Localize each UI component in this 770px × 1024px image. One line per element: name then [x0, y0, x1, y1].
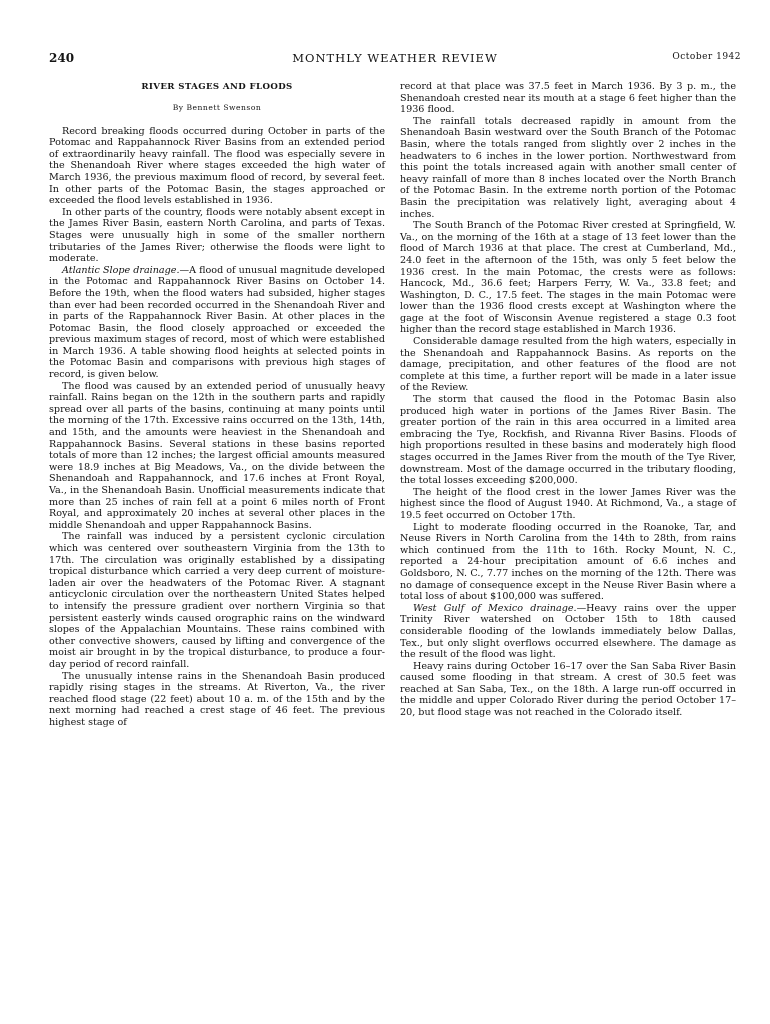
paragraph: Heavy rains during October 16–17 over the San Saba River Basin caused some flooding in that stream. A crest of 30.5 feet was reached at San Saba, Tex., on the 18th. A large run-off occurred in the middle and upper Colorado River during the period October 17–20, but flood stage was not reached in the Colorado itself.: [400, 660, 736, 719]
paragraph: record at that place was 37.5 feet in March 1936. By 3 p. m., the Shenandoah crested near its mouth at a stage 6 feet higher than the 1936 flood.: [400, 81, 736, 116]
paragraph: The unusually intense rains in the Shenandoah Basin produced rapidly rising stages in the streams. At Riverton, Va., the river reached flood stage (22 feet) about 10 a. m. of the 15th and by the next morning had reached a crest stage of 46 feet. The previous highest stage of: [49, 670, 385, 728]
paragraph: [49, 265, 385, 381]
paragraph: [400, 603, 736, 661]
paragraph-body: —Heavy rains over the upper Trinity River watershed on October 15th to 18th caused considerable flooding of the lowlands immediately below Dallas, Tex., but only slight overflows occurred elsewhere. The damage as the result of the flood was light.: [400, 602, 736, 661]
paragraph: The South Branch of the Potomac River crested at Springfield, W. Va., on the morning of the 16th at a stage of 13 feet lower than the flood of March 1936 at that place. The crest at Cumberland, Md., 24.0 feet in the afternoon of the 15th, was only 5 feet below the 1936 crest. In the main Potomac, the crests were as follows: Hancock, Md., 36.6 feet; Harpers Ferry, W. Va., 33.8 feet; and Washington, D. C., 17.5 feet. The stages in the main Potomac were lower than the 1936 flood crests except at Washington where the gage at the foot of Wisconsin Avenue registered a stage 0.3 foot higher than the record stage established in March 1936.: [400, 220, 736, 336]
paragraph: The rainfall totals decreased rapidly in amount from the Shenandoah Basin westward over the South Branch of the Potomac Basin, where the totals ranged from slightly over 2 inches in the headwaters to 6 inches in the lower portion. Northwestward from this point the totals increased again with another small center of heavy rainfall of more than 8 inches located over the North Branch of the Potomac Basin. In the extreme north portion of the Potomac Basin the precipitation was relatively light, averaging about 4 inches.: [400, 115, 736, 220]
paragraph: Considerable damage resulted from the high waters, especially in the Shenandoah and Rappahannock Basins. As reports on the damage, precipitation, and other features of the flood are not complete at this time, a further report will be made in a later issue of the Review.: [400, 336, 736, 394]
page-number: 240: [49, 51, 75, 65]
paragraph: The storm that caused the flood in the Potomac Basin also produced high water in portions of the James River Basin. The greater portion of the rain in this area occurred in a limited area embracing the Tye, Rockfish, and Rivanna River Basins. Floods of high proportions resulted in these basins and moderately high flood stages occurred in the James River from the mouth of the Tye River, downstream. Most of the damage occurred in the tributary flooding, the total losses exceeding $200,000.: [400, 394, 736, 487]
page-header: [49, 51, 741, 65]
section-heading: West Gulf of Mexico drainage.: [413, 602, 577, 614]
paragraph: Record breaking floods occurred during October in parts of the Potomac and Rappahannock River Basins from an extended period of extraordinarily heavy rainfall. The flood was especially severe in the Shenandoah River where stages exceeded the high water of March 1936, the previous maximum flood of record, by several feet. In other parts of the Potomac Basin, the stages approached or exceeded the flood levels established in 1936.: [49, 125, 385, 207]
left-column: [49, 81, 385, 728]
issue-date: October 1942: [672, 52, 741, 62]
paragraph: The rainfall was induced by a persistent cyclonic circulation which was centered over southeastern Virginia from the 13th to 17th. The circulation was originally established by a dissipating tropical disturbance which carried a very deep current of moisture-laden air over the headwaters of the Potomac River. A stagnant anticyclonic circulation over the northeastern United States helped to intensify the pressure gradient over northern Virginia so that persistent easterly winds caused orographic rains on the windward slopes of the Appalachian Mountains. These rains combined with other convective showers, caused by lifting and convergence of the moist air brought in by the tropical disturbance, to produce a four-day period of record rainfall.: [49, 531, 385, 670]
section-heading: Atlantic Slope drainage.: [62, 264, 180, 276]
paragraph-body: —A flood of unusual magnitude developed in the Potomac and Rappahannock River Basins on October 14. Before the 19th, when the flood waters had subsided, higher stages than ever had been recorded occurred in the Shenandoah River and in parts of the Rappahannock River Basin. At other places in the Potomac Basin, the flood closely approached or exceeded the previous maximum stages of record, most of which were established in March 1936. A table showing flood heights at selected points in the Potomac Basin and comparisons with previous high stages of record, is given below.: [49, 264, 385, 381]
article-byline: By Bennett Swenson: [172, 103, 262, 112]
right-column: [400, 81, 736, 719]
paragraph: Light to moderate flooding occurred in the Roanoke, Tar, and Neuse Rivers in North Carolina from the 14th to 28th, from rains which continued from the 11th to 16th. Rocky Mount, N. C., reported a 24-hour precipitation amount of 6.6 inches and Goldsboro, N. C., 7.77 inches on the morning of the 12th. There was no damage of consequence except in the Neuse River Basin where a total loss of about $100,000 was suffered.: [400, 521, 736, 603]
paragraph: The height of the flood crest in the lower James River was the highest since the flood of August 1940. At Richmond, Va., a stage of 19.5 feet occurred on October 17th.: [400, 486, 736, 521]
journal-title: MONTHLY WEATHER REVIEW: [292, 51, 498, 65]
article-title: RIVER STAGES AND FLOODS: [141, 82, 293, 92]
paragraph: The flood was caused by an extended period of unusually heavy rainfall. Rains began on the 12th in the southern parts and rapidly spread over all parts of the basins, continuing at many points until the morning of the 17th. Excessive rains occurred on the 13th, 14th, and 15th, and the amounts were heaviest in the Shenandoah and Rappahannock Basins. Several stations in these basins reported totals of more than 12 inches; the largest official amounts measured were 18.9 inches at Big Meadows, Va., on the divide between the Shenandoah and Rappahannock, and 17.6 inches at Front Royal, Va., in the Shenandoah Basin. Unofficial measurements indicate that more than 25 inches of rain fell at a point 6 miles north of Front Royal, and approximately 20 inches at several other places in the middle Shenandoah and upper Rappahannock Basins.: [49, 380, 385, 531]
paragraph: In other parts of the country, floods were notably absent except in the James River Basin, eastern North Carolina, and parts of Texas. Stages were unusually high in some of the smaller northern tributaries of the James River; otherwise the floods were light to moderate.: [49, 206, 385, 265]
